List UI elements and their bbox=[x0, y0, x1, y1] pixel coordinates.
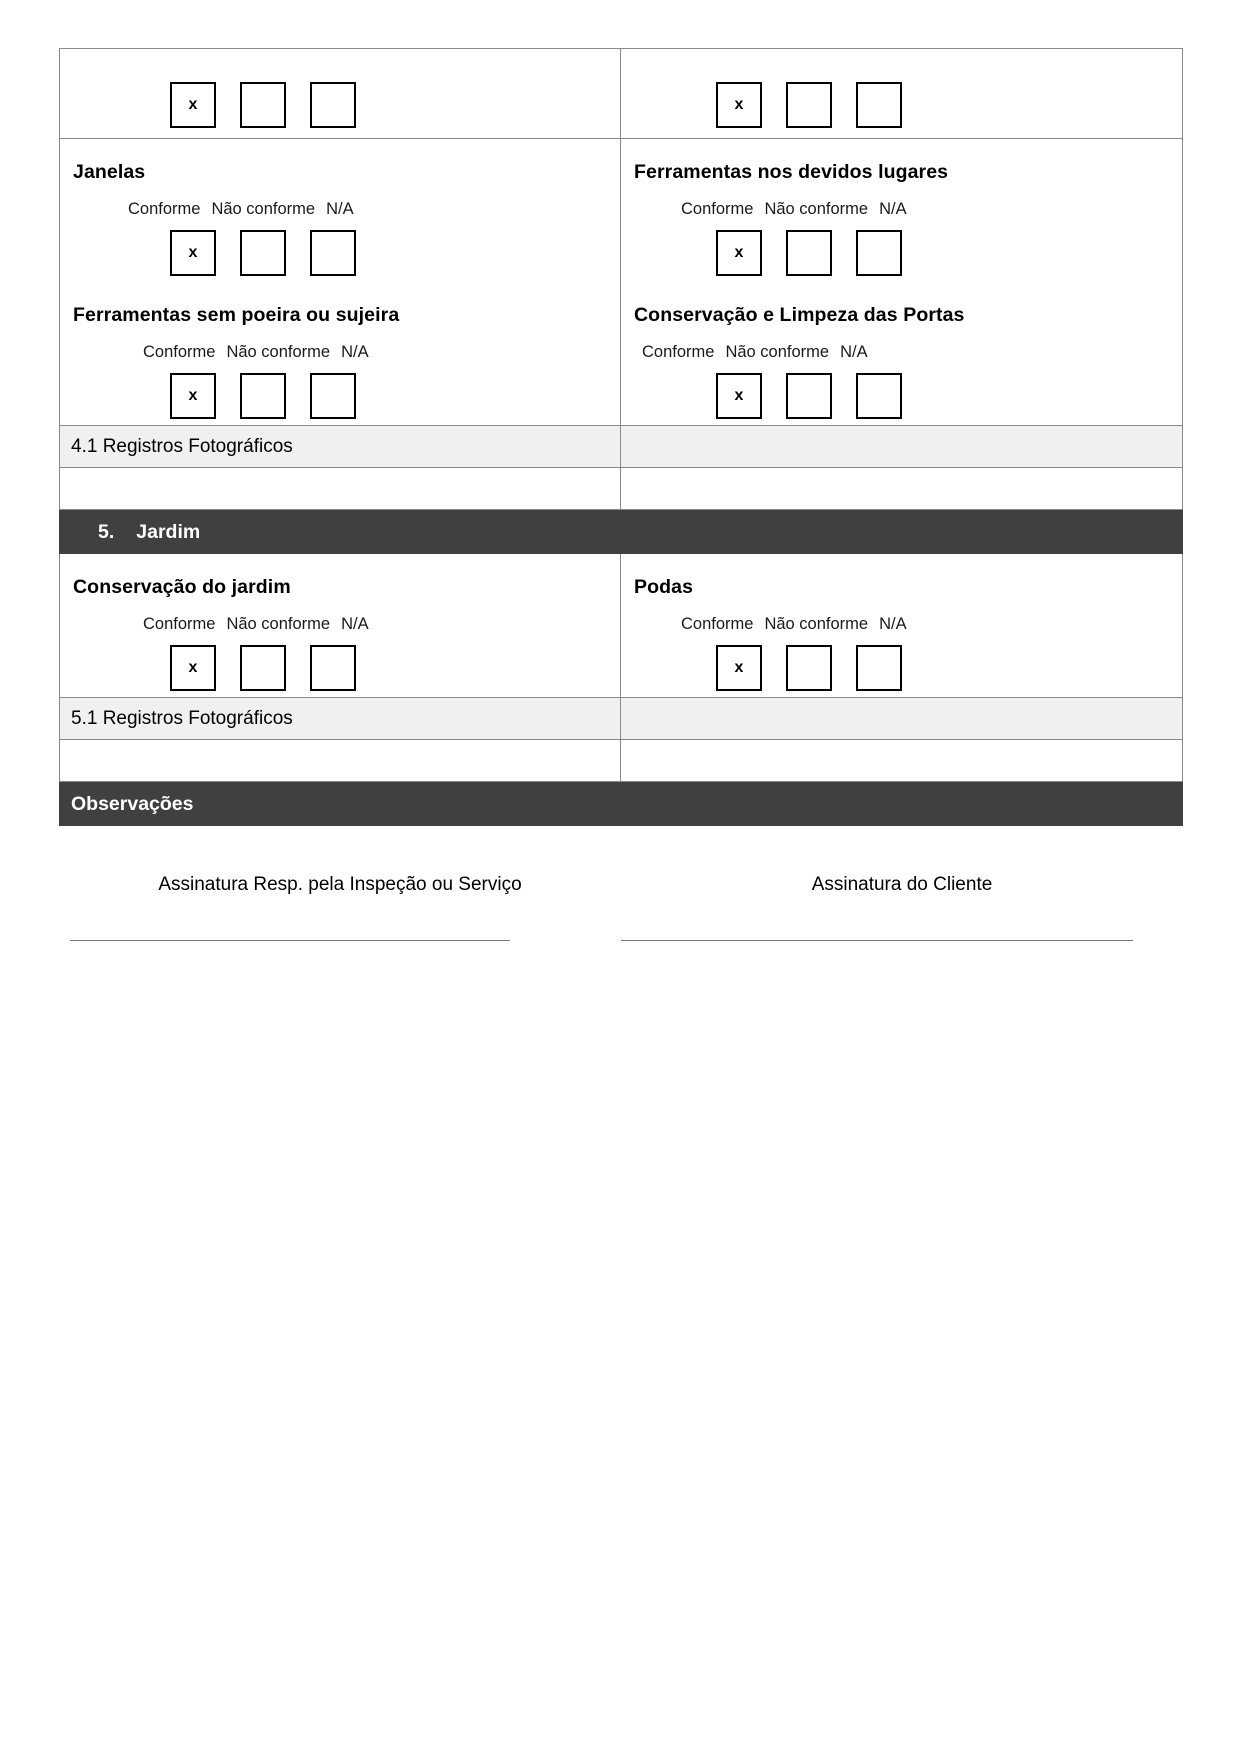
checkbox-nao-conforme[interactable] bbox=[786, 82, 832, 128]
checkbox-legend bbox=[681, 615, 1182, 634]
checkbox-nao-conforme[interactable] bbox=[240, 373, 286, 419]
checklist-item-conservacao-limpeza-portas bbox=[621, 304, 1182, 425]
checkbox-row bbox=[716, 82, 1182, 128]
signature-line[interactable] bbox=[70, 940, 510, 941]
checkbox-row bbox=[170, 645, 620, 691]
checkbox-nao-conforme[interactable] bbox=[240, 82, 286, 128]
checkbox-group-top-left bbox=[60, 49, 620, 138]
checklist-column-left bbox=[60, 49, 621, 138]
section-header-jardim bbox=[59, 510, 1183, 554]
checkbox-na[interactable] bbox=[310, 82, 356, 128]
signature-area bbox=[59, 874, 1183, 941]
legend-nao-conforme: Não conforme bbox=[211, 200, 316, 218]
signature-label: Assinatura do Cliente bbox=[811, 874, 993, 895]
checklist-item-label: Ferramentas nos devidos lugares bbox=[634, 161, 949, 183]
signature-line[interactable] bbox=[621, 940, 1133, 941]
signature-inspector bbox=[59, 874, 621, 941]
checkbox-conforme[interactable]: x bbox=[170, 82, 216, 128]
photo-record-label: 5.1 Registros Fotográficos bbox=[60, 698, 621, 739]
checkbox-legend bbox=[681, 200, 1182, 219]
checklist-item-label: Podas bbox=[634, 576, 694, 598]
legend-conforme: Conforme bbox=[642, 343, 715, 361]
checklist-item-janelas bbox=[60, 161, 620, 282]
checkbox-legend bbox=[128, 200, 620, 219]
legend-nao-conforme: Não conforme bbox=[226, 615, 331, 633]
checklist-item-ferramentas-devidos-lugares bbox=[621, 161, 1182, 282]
signature-label: Assinatura Resp. pela Inspeção ou Serviço bbox=[158, 874, 522, 895]
legend-na: N/A bbox=[879, 200, 907, 218]
photo-cell-right[interactable] bbox=[621, 468, 1182, 509]
photo-record-row-5 bbox=[59, 698, 1183, 740]
section-title: Observações bbox=[71, 792, 194, 815]
checkbox-row bbox=[170, 82, 620, 128]
checkbox-na[interactable] bbox=[310, 230, 356, 276]
photo-record-row-4 bbox=[59, 426, 1183, 468]
checkbox-conforme[interactable]: x bbox=[716, 645, 762, 691]
checklist-column-left bbox=[60, 554, 621, 697]
photo-cell-left[interactable] bbox=[60, 468, 621, 509]
legend-na: N/A bbox=[840, 343, 868, 361]
checkbox-legend bbox=[642, 343, 1182, 362]
checklist-block-top bbox=[59, 48, 1183, 139]
checkbox-nao-conforme[interactable] bbox=[786, 373, 832, 419]
photo-record-spacer bbox=[621, 426, 1182, 467]
section-header-observacoes bbox=[59, 782, 1183, 826]
checklist-column-right bbox=[621, 554, 1182, 697]
photo-cell-left[interactable] bbox=[60, 740, 621, 781]
checkbox-na[interactable] bbox=[310, 645, 356, 691]
legend-nao-conforme: Não conforme bbox=[764, 615, 869, 633]
photo-record-content-row-5[interactable] bbox=[59, 740, 1183, 782]
checkbox-na[interactable] bbox=[856, 645, 902, 691]
checkbox-na[interactable] bbox=[856, 230, 902, 276]
checkbox-row bbox=[170, 230, 620, 276]
section-title: Jardim bbox=[136, 520, 201, 543]
checklist-item-conservacao-jardim bbox=[60, 576, 620, 697]
checklist-item-ferramentas-sem-poeira bbox=[60, 304, 620, 425]
checklist-column-left bbox=[60, 139, 621, 425]
legend-nao-conforme: Não conforme bbox=[725, 343, 830, 361]
photo-record-label: 4.1 Registros Fotográficos bbox=[60, 426, 621, 467]
checkbox-conforme[interactable]: x bbox=[170, 373, 216, 419]
checklist-item-label: Janelas bbox=[73, 161, 146, 183]
checkbox-nao-conforme[interactable] bbox=[240, 645, 286, 691]
legend-conforme: Conforme bbox=[681, 200, 754, 218]
checkbox-na[interactable] bbox=[856, 373, 902, 419]
checkbox-row bbox=[716, 645, 1182, 691]
legend-nao-conforme: Não conforme bbox=[226, 343, 331, 361]
checklist-column-right bbox=[621, 139, 1182, 425]
legend-na: N/A bbox=[326, 200, 354, 218]
section-number: 5. bbox=[98, 520, 115, 543]
checkbox-row bbox=[716, 373, 1182, 419]
checkbox-nao-conforme[interactable] bbox=[240, 230, 286, 276]
checklist-block-section-5 bbox=[59, 554, 1183, 698]
checkbox-group-top-right bbox=[621, 49, 1182, 138]
checkbox-na[interactable] bbox=[310, 373, 356, 419]
checkbox-nao-conforme[interactable] bbox=[786, 230, 832, 276]
legend-conforme: Conforme bbox=[681, 615, 754, 633]
legend-conforme: Conforme bbox=[143, 615, 216, 633]
checklist-item-label: Conservação do jardim bbox=[73, 576, 291, 598]
checkbox-conforme[interactable]: x bbox=[170, 645, 216, 691]
signature-client bbox=[621, 874, 1183, 941]
photo-record-spacer bbox=[621, 698, 1182, 739]
checkbox-row bbox=[170, 373, 620, 419]
legend-conforme: Conforme bbox=[128, 200, 201, 218]
checkbox-legend bbox=[143, 615, 620, 634]
checklist-item-label: Conservação e Limpeza das Portas bbox=[634, 304, 965, 326]
legend-nao-conforme: Não conforme bbox=[764, 200, 869, 218]
legend-na: N/A bbox=[341, 615, 369, 633]
checkbox-conforme[interactable]: x bbox=[716, 230, 762, 276]
photo-record-content-row-4[interactable] bbox=[59, 468, 1183, 510]
checkbox-conforme[interactable]: x bbox=[170, 230, 216, 276]
checklist-item-podas bbox=[621, 576, 1182, 697]
checkbox-conforme[interactable]: x bbox=[716, 373, 762, 419]
checkbox-na[interactable] bbox=[856, 82, 902, 128]
checklist-block-section-4 bbox=[59, 139, 1183, 426]
checkbox-row bbox=[716, 230, 1182, 276]
legend-conforme: Conforme bbox=[143, 343, 216, 361]
checklist-column-right bbox=[621, 49, 1182, 138]
legend-na: N/A bbox=[341, 343, 369, 361]
checkbox-conforme[interactable]: x bbox=[716, 82, 762, 128]
form-sheet bbox=[59, 48, 1183, 941]
checkbox-nao-conforme[interactable] bbox=[786, 645, 832, 691]
checklist-item-label: Ferramentas sem poeira ou sujeira bbox=[73, 304, 400, 326]
photo-cell-right[interactable] bbox=[621, 740, 1182, 781]
checkbox-legend bbox=[143, 343, 620, 362]
legend-na: N/A bbox=[879, 615, 907, 633]
